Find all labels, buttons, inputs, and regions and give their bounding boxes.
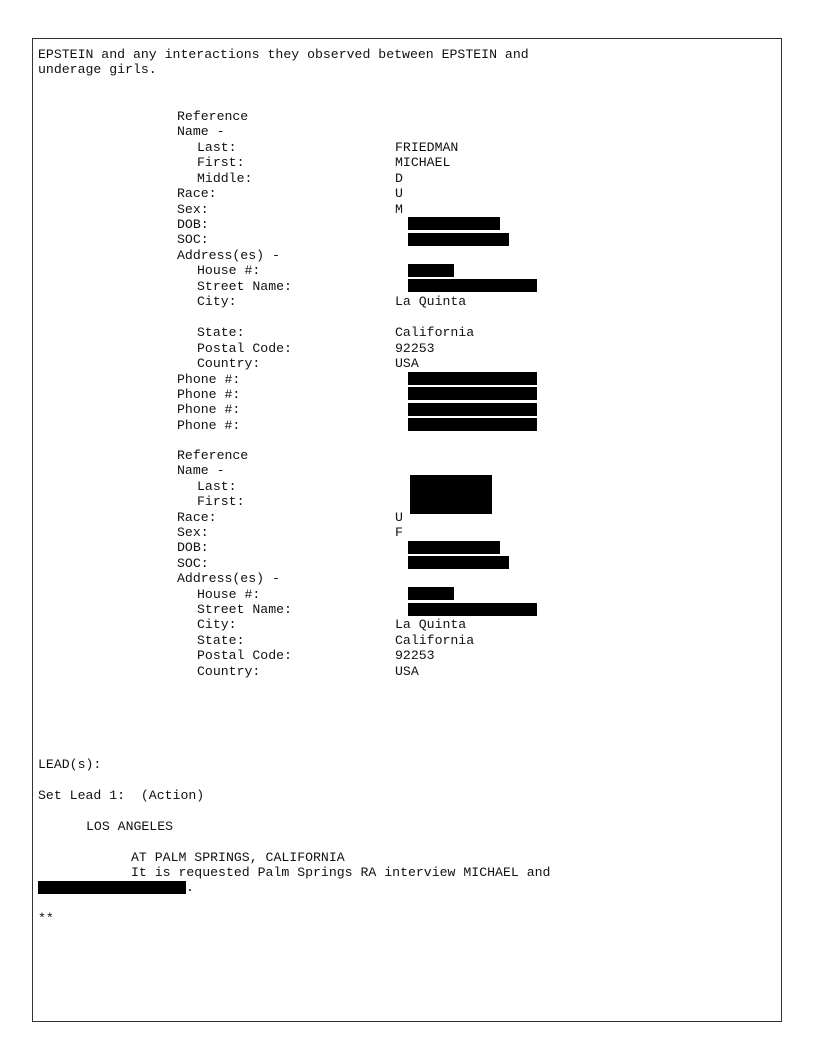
ref1-postal-value: 92253 bbox=[395, 341, 435, 356]
lead-request-period: . bbox=[186, 880, 194, 895]
ref1-last-label: Last: bbox=[197, 140, 237, 155]
ref1-house-redaction bbox=[408, 264, 454, 277]
ref1-state-label: State: bbox=[197, 325, 245, 340]
ref1-house-label: House #: bbox=[197, 263, 261, 278]
leads-header: LEAD(s): bbox=[38, 757, 102, 772]
ref1-dob-redaction bbox=[408, 217, 500, 230]
ref2-dob-label: DOB: bbox=[177, 540, 209, 555]
ref2-country-value: USA bbox=[395, 664, 419, 679]
ref2-heading: Reference bbox=[177, 448, 249, 463]
ref1-city-label: City: bbox=[197, 294, 237, 309]
ref2-city-value: La Quinta bbox=[395, 617, 467, 632]
lead-request: It is requested Palm Springs RA interview MICHAEL and bbox=[131, 865, 551, 880]
ref1-phone-label-1: Phone #: bbox=[177, 372, 241, 387]
ref1-race-value: U bbox=[395, 186, 403, 201]
ref1-sex-label: Sex: bbox=[177, 202, 209, 217]
ref1-middle-value: D bbox=[395, 171, 403, 186]
ref1-last-value: FRIEDMAN bbox=[395, 140, 459, 155]
ref1-postal-label: Postal Code: bbox=[197, 341, 292, 356]
ref2-sex-label: Sex: bbox=[177, 525, 209, 540]
ref1-first-value: MICHAEL bbox=[395, 155, 451, 170]
ref1-soc-label: SOC: bbox=[177, 232, 209, 247]
ref1-first-label: First: bbox=[197, 155, 245, 170]
ref2-sex-value: F bbox=[395, 525, 403, 540]
ref1-country-value: USA bbox=[395, 356, 419, 371]
lead-office: LOS ANGELES bbox=[86, 819, 174, 834]
ref2-postal-value: 92253 bbox=[395, 648, 435, 663]
ref2-state-value: California bbox=[395, 633, 475, 648]
ref1-soc-redaction bbox=[408, 233, 509, 246]
ref2-street-label: Street Name: bbox=[197, 602, 292, 617]
ref1-dob-label: DOB: bbox=[177, 217, 209, 232]
ref2-last-label: Last: bbox=[197, 479, 237, 494]
intro-line-1: EPSTEIN and any interactions they observed between EPSTEIN and bbox=[38, 47, 529, 62]
ref1-heading: Reference bbox=[177, 109, 249, 124]
end-marker: ** bbox=[38, 911, 54, 926]
ref2-street-redaction bbox=[408, 603, 537, 616]
ref1-country-label: Country: bbox=[197, 356, 261, 371]
ref1-city-value: La Quinta bbox=[395, 294, 467, 309]
ref2-name-label: Name - bbox=[177, 463, 225, 478]
ref2-first-label: First: bbox=[197, 494, 245, 509]
ref1-street-redaction bbox=[408, 279, 537, 292]
ref1-state-value: California bbox=[395, 325, 475, 340]
intro-line-2: underage girls. bbox=[38, 62, 157, 77]
ref2-name-redaction bbox=[410, 475, 492, 514]
ref2-state-label: State: bbox=[197, 633, 245, 648]
ref2-race-label: Race: bbox=[177, 510, 217, 525]
ref2-race-value: U bbox=[395, 510, 403, 525]
lead-location: AT PALM SPRINGS, CALIFORNIA bbox=[131, 850, 345, 865]
ref1-race-label: Race: bbox=[177, 186, 217, 201]
ref2-address-label: Address(es) - bbox=[177, 571, 280, 586]
ref1-street-label: Street Name: bbox=[197, 279, 292, 294]
ref1-phone-redaction-1 bbox=[408, 372, 537, 385]
set-lead-line: Set Lead 1: (Action) bbox=[38, 788, 205, 803]
ref2-soc-label: SOC: bbox=[177, 556, 209, 571]
ref2-house-redaction bbox=[408, 587, 454, 600]
ref1-name-label: Name - bbox=[177, 124, 225, 139]
ref2-dob-redaction bbox=[408, 541, 500, 554]
ref1-phone-label-2: Phone #: bbox=[177, 387, 241, 402]
ref2-postal-label: Postal Code: bbox=[197, 648, 292, 663]
ref1-phone-label-4: Phone #: bbox=[177, 418, 241, 433]
ref1-phone-redaction-3 bbox=[408, 403, 537, 416]
ref1-phone-label-3: Phone #: bbox=[177, 402, 241, 417]
ref2-house-label: House #: bbox=[197, 587, 261, 602]
ref1-address-label: Address(es) - bbox=[177, 248, 280, 263]
ref1-sex-value: M bbox=[395, 202, 403, 217]
ref1-phone-redaction-4 bbox=[408, 418, 537, 431]
ref1-middle-label: Middle: bbox=[197, 171, 253, 186]
ref2-city-label: City: bbox=[197, 617, 237, 632]
lead-name-redaction bbox=[38, 881, 186, 894]
ref1-phone-redaction-2 bbox=[408, 387, 537, 400]
ref2-soc-redaction bbox=[408, 556, 509, 569]
ref2-country-label: Country: bbox=[197, 664, 261, 679]
